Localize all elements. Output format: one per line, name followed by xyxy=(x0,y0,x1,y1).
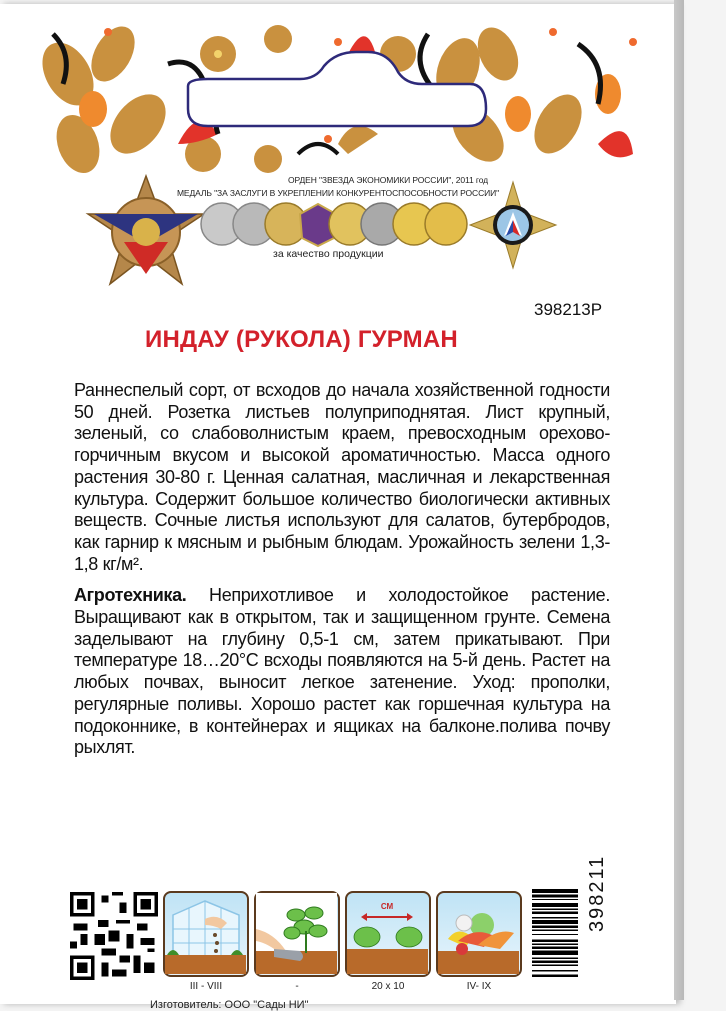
sowing-greenhouse-icon xyxy=(165,893,246,974)
agrotechnics-text: Неприхотливое и холодостойкое растение. Выращивают как в открытом, так и защищенном грунте. Семена заделывают на глубину 0,5-1 см, затем прикатывают. При температуре 18…20°С всходы появляются на 5-й день. Растет на любых почвах, выносит легкое затенение. Уход: прополки, регулярные поливы. Хорошо растет как горшечная культура на подоконнике, в контейнерах и ящиках на балконе.полива почву рыхлят. xyxy=(74,585,610,758)
harvest-vegetables-icon xyxy=(438,893,519,974)
barcode-bar xyxy=(532,970,578,971)
barcode-bar xyxy=(532,944,578,945)
barcode-bar xyxy=(532,965,578,966)
pictogram-transplanting xyxy=(254,891,340,977)
barcode-bar xyxy=(532,889,578,893)
pictogram-spacing-caption: 20 x 10 xyxy=(371,981,405,992)
barcode-bar xyxy=(532,925,578,928)
agrotechnics-heading: Агротехника. xyxy=(74,585,187,606)
pictogram-sowing xyxy=(163,891,249,977)
barcode-bar xyxy=(532,974,578,977)
pictogram-spacing xyxy=(345,891,431,977)
barcode-number: 398211 xyxy=(586,854,608,932)
seed-packet xyxy=(0,4,676,1011)
article-number: 398213Р xyxy=(534,300,603,319)
manufacturer-text-cutoff: Изготовитель: ООО "Сады НИ" xyxy=(150,999,309,1011)
barcode-bar xyxy=(532,895,578,898)
quality-caption: за качество продукции xyxy=(273,248,384,260)
barcode-bar xyxy=(532,960,578,963)
barcode-bar xyxy=(532,946,578,949)
star-of-economy-medal-icon xyxy=(86,174,206,289)
product-title: ИНДАУ (РУКОЛА) ГУРМАН xyxy=(145,326,458,353)
barcode-bar xyxy=(532,930,578,931)
barcode-bar xyxy=(532,911,578,914)
agrotechnics-paragraph xyxy=(74,585,610,759)
spacing-unit-label: СМ xyxy=(380,902,394,911)
description-paragraph: Раннеспелый сорт, от всходов до начала хозяйственной годности 50 дней. Розетка листьев полуприподнятая. Лист крупный, зеленый, со слабоволнистым краем, превосходным орехово-горчичным вкусом и высокой ароматичностью. Масса одного растения 30-80 г. Ценная салатная, масличная и лекарственная культура. Содержит большое количество биологически активных веществ. Сочные листья используют для салатов, бутербродов, как гарнир к мясным и рыбным блюдам. Урожайность зелени 1,3-1,8 кг/м². xyxy=(74,380,610,574)
barcode[interactable] xyxy=(532,889,578,1004)
page-edge-shadow xyxy=(674,0,684,1000)
awards-order-text: ОРДЕН "ЗВЕЗДА ЭКОНОМИКИ РОССИИ", 2011 год xyxy=(287,175,489,185)
barcode-bar xyxy=(532,917,578,918)
barcode-bar xyxy=(532,939,578,942)
barcode-bar xyxy=(532,951,578,955)
plant-spacing-icon xyxy=(347,893,428,974)
barcode-bar xyxy=(532,958,578,959)
award-coins xyxy=(200,200,470,248)
transplanting-seedling-icon xyxy=(256,893,337,974)
order-star-medal-icon xyxy=(470,182,556,268)
barcode-bar xyxy=(532,903,578,907)
barcode-bar xyxy=(532,909,578,910)
barcode-bar xyxy=(532,920,578,924)
barcode-bar xyxy=(532,899,578,900)
pictogram-transplanting-caption: - xyxy=(295,981,299,992)
barcode-bar xyxy=(532,934,578,935)
floral-ornament xyxy=(38,14,638,174)
product-description xyxy=(74,380,610,769)
awards-medal-text: МЕДАЛЬ "ЗА ЗАСЛУГИ В УКРЕПЛЕНИИ КОНКУРЕНТОСПОСОБНОСТИ РОССИИ" xyxy=(176,188,500,198)
pictogram-sowing-caption: III - VIII xyxy=(189,981,223,992)
pictogram-harvest-caption: IV- IX xyxy=(466,981,492,992)
pictogram-harvest xyxy=(436,891,522,977)
qr-code[interactable] xyxy=(70,892,158,980)
